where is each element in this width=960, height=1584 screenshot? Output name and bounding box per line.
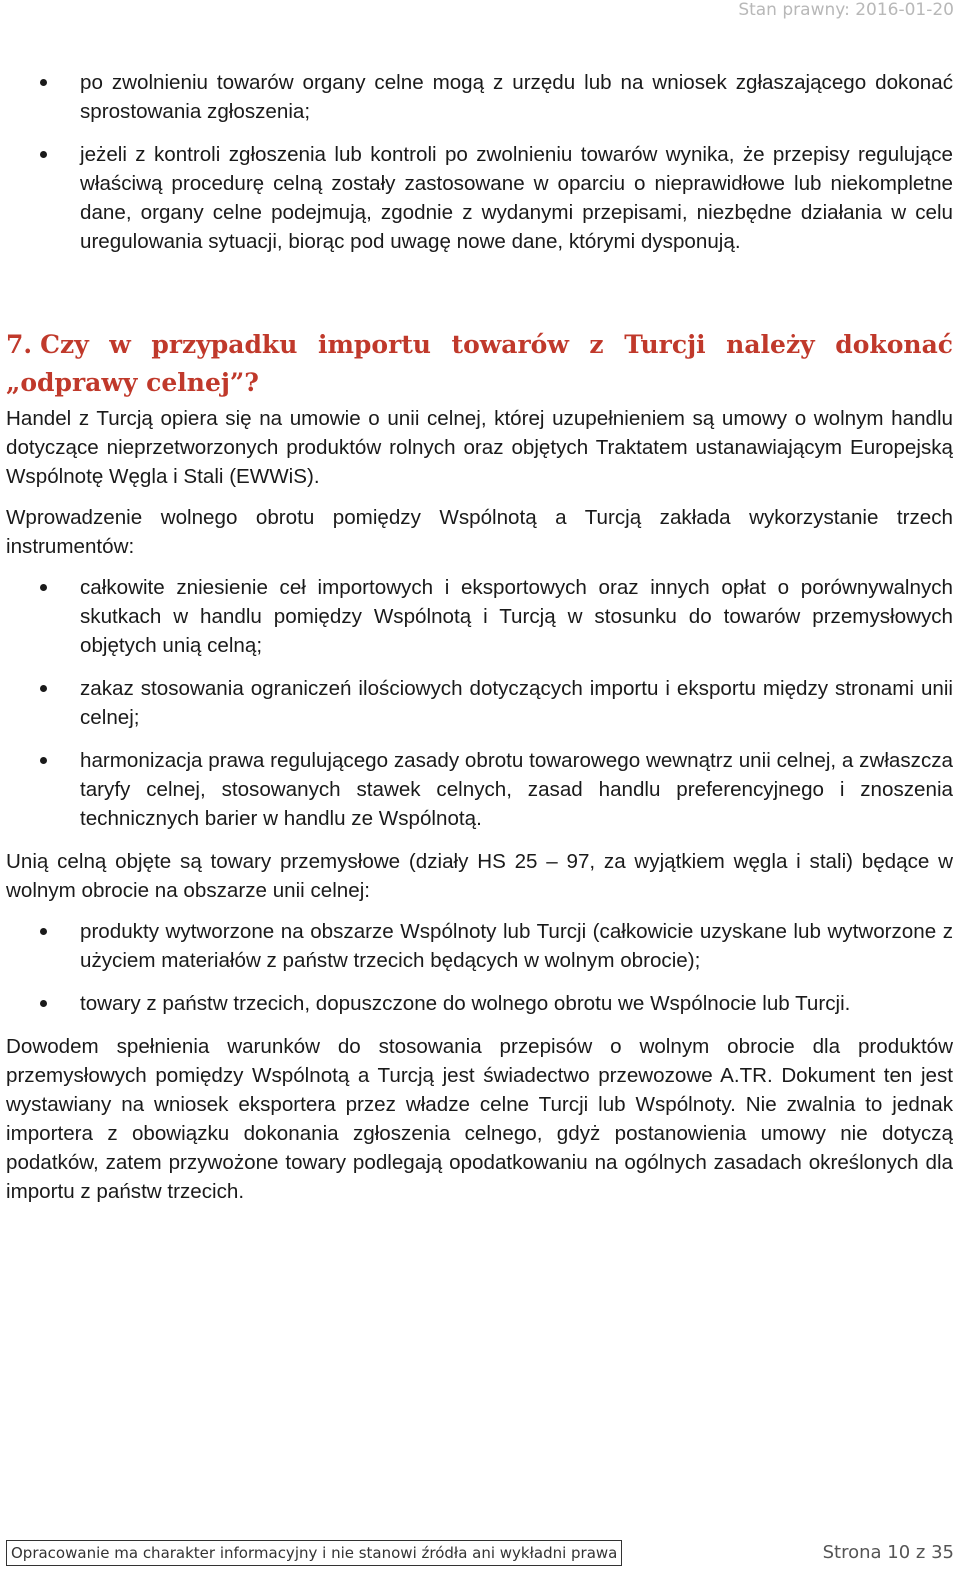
list-item	[6, 989, 953, 1018]
section-number: 7.	[6, 330, 33, 359]
goods-bullet-list	[6, 917, 953, 1018]
list-item	[6, 746, 953, 833]
document-body	[6, 68, 953, 1218]
list-item	[6, 674, 953, 732]
bullet-icon	[40, 79, 47, 86]
bullet-icon	[40, 151, 47, 158]
paragraph-covered-goods: Unią celną objęte są towary przemysłowe (działy HS 25 – 97, za wyjątkiem węgla i stali) będące w wolnym obrocie na obszarze unii celnej:	[6, 850, 953, 902]
bullet-icon	[40, 584, 47, 591]
paragraph-atr-certificate: Dowodem spełnienia warunków do stosowania przepisów o wolnym obrocie dla produktów przemysłowych pomiędzy Wspólnotą a Turcją jest świadectwo przewozowe A.TR. Dokument ten jest wystawiany na wniosek eksportera przez władze celne Turcji lub Wspólnoty. Nie zwalnia to jednak importera z obowiązku dokonania zgłoszenia celnego, gdyż postanowienia umowy nie dotyczą podatków, zatem przywożone towary podlegają opodatkowaniu na ogólnych zasadach określonych dla importu z państw trzecich.	[6, 1035, 953, 1203]
list-item-text: towary z państw trzecich, dopuszczone do wolnego obrotu we Wspólnocie lub Turcji.	[80, 992, 851, 1015]
list-item-text: produkty wytworzone na obszarze Wspólnoty lub Turcji (całkowicie uzyskane lub wytworzone z użyciem materiałów z państw trzecich będących w wolnym obrocie);	[80, 920, 953, 972]
page-footer	[6, 1540, 954, 1570]
list-item-text: jeżeli z kontroli zgłoszenia lub kontroli po zwolnieniu towarów wynika, że przepisy regulujące właściwą procedurę celną zostały zastosowane w oparciu o nieprawidłowe lub niekompletne dane, organy celne podejmują, zgodnie z wydanymi przepisami, niezbędne działania w celu uregulowania sytuacji, biorąc pod uwagę nowe dane, którymi dysponują.	[80, 143, 953, 253]
list-item	[6, 917, 953, 975]
section-title: Czy w przypadku importu towarów z Turcji należy dokonać „odprawy celnej”?	[6, 330, 953, 397]
document-status-date: Stan prawny: 2016-01-20	[738, 0, 954, 20]
paragraph-customs-union: Handel z Turcją opiera się na umowie o unii celnej, której uzupełnieniem są umowy o wolnym handlu dotyczące nieprzetworzonych produktów rolnych oraz objętych Traktatem ustanawiającym Europejską Wspólnotę Węgla i Stali (EWWiS).	[6, 407, 953, 488]
list-item	[6, 68, 953, 126]
section-heading	[6, 326, 953, 402]
list-item	[6, 140, 953, 256]
list-item-text: harmonizacja prawa regulującego zasady obrotu towarowego wewnątrz unii celnej, a zwłaszcza taryfy celnej, stosowanych stawek celnych, zasad handlu preferencyjnego i znoszenia technicznych barier w handlu ze Wspólnotą.	[80, 749, 953, 830]
bullet-icon	[40, 928, 47, 935]
instruments-bullet-list	[6, 573, 953, 833]
bullet-icon	[40, 685, 47, 692]
list-item	[6, 573, 953, 660]
intro-bullet-list	[6, 68, 953, 256]
list-item-text: zakaz stosowania ograniczeń ilościowych dotyczących importu i eksportu między stronami unii celnej;	[80, 677, 953, 729]
paragraph-instruments-intro: Wprowadzenie wolnego obrotu pomiędzy Wspólnotą a Turcją zakłada wykorzystanie trzech instrumentów:	[6, 506, 953, 558]
list-item-text: całkowite zniesienie ceł importowych i eksportowych oraz innych opłat o porównywalnych skutkach w handlu pomiędzy Wspólnotą i Turcją w stosunku do towarów przemysłowych objętych unią celną;	[80, 576, 953, 657]
bullet-icon	[40, 1000, 47, 1007]
bullet-icon	[40, 757, 47, 764]
page-number: Strona 10 z 35	[822, 1542, 954, 1563]
list-item-text: po zwolnieniu towarów organy celne mogą z urzędu lub na wniosek zgłaszającego dokonać sprostowania zgłoszenia;	[80, 71, 953, 123]
footer-disclaimer: Opracowanie ma charakter informacyjny i nie stanowi źródła ani wykładni prawa	[6, 1540, 622, 1566]
